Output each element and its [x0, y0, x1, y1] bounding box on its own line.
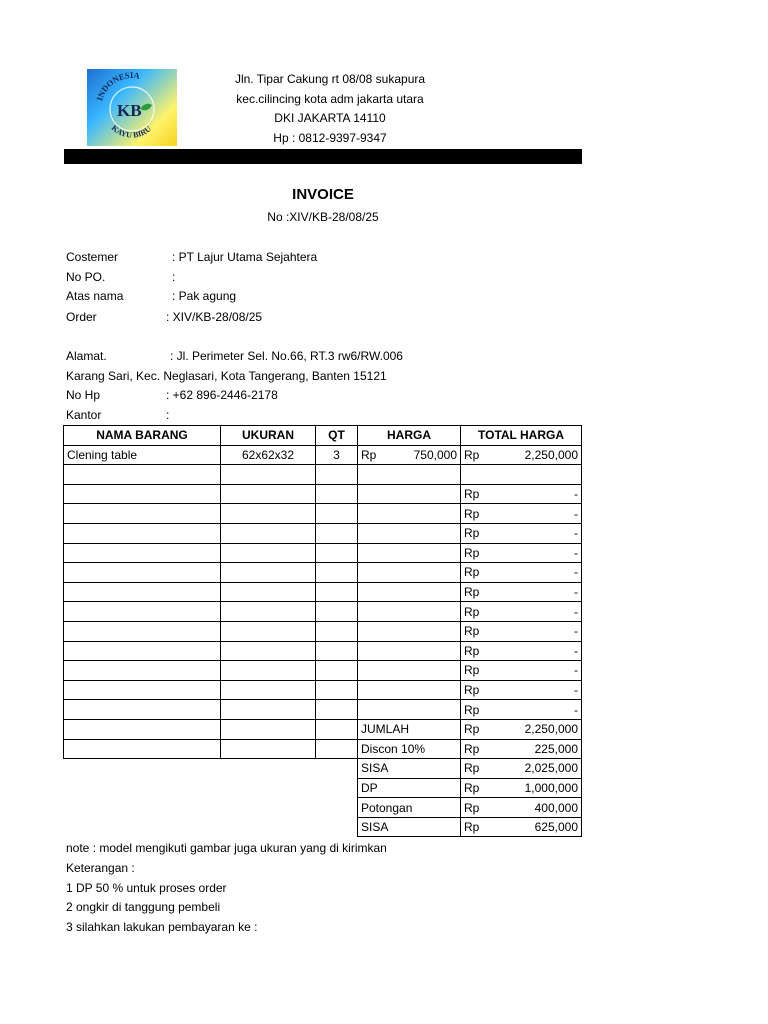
potongan-value: 400,000 — [534, 800, 578, 815]
empty-total: - — [574, 487, 578, 502]
table-row — [64, 621, 582, 641]
nopo-value: : — [172, 270, 176, 284]
keterangan-heading: Keterangan : — [66, 860, 135, 875]
alamat-label: Alamat. — [66, 349, 107, 363]
keterangan-item: 2 ongkir di tanggung pembeli — [66, 900, 221, 915]
empty-total: - — [574, 663, 578, 678]
empty-total-cell — [461, 621, 582, 641]
empty-total-cell — [461, 504, 582, 524]
discon-label: Discon 10% — [358, 739, 461, 759]
svg-text:INDONESIA — [94, 70, 141, 102]
item-ukuran: 62x62x32 — [221, 445, 316, 465]
nohp-label: No Hp — [66, 388, 101, 402]
item-total-cell — [461, 445, 582, 465]
summary-row-jumlah — [64, 719, 582, 739]
potongan-label: Potongan — [358, 798, 461, 818]
table-row — [64, 641, 582, 661]
empty-total-cell — [461, 563, 582, 583]
table-row — [64, 602, 582, 622]
address-phone: Hp : 0812-9397-9347 — [273, 130, 387, 145]
logo-monogram: KB — [117, 101, 142, 120]
empty-total: - — [574, 604, 578, 619]
currency-label: Rp — [464, 702, 480, 717]
company-logo — [87, 69, 177, 146]
currency-label: Rp — [464, 585, 480, 600]
kantor-value: : — [166, 408, 170, 422]
empty-total: - — [574, 545, 578, 560]
kantor-label: Kantor — [66, 408, 102, 422]
address-line-1: Jln. Tipar Cakung rt 08/08 sukapura — [234, 72, 426, 86]
currency-label: Rp — [464, 624, 480, 639]
currency-label: Rp — [464, 643, 480, 658]
discon-value: 225,000 — [534, 741, 578, 756]
dp-value: 1,000,000 — [524, 780, 578, 795]
invoice-title: INVOICE — [292, 186, 354, 203]
currency-label: Rp — [464, 506, 480, 521]
currency-label: Rp — [464, 545, 480, 560]
nopo-label: No PO. — [66, 270, 106, 284]
table-row — [64, 523, 582, 543]
dp-label: DP — [358, 778, 461, 798]
currency-label: Rp — [464, 683, 480, 698]
empty-total-cell — [461, 661, 582, 681]
table-row — [64, 582, 582, 602]
empty-total-cell — [461, 523, 582, 543]
empty-total: - — [574, 526, 578, 541]
sisa-final-label: SISA — [358, 817, 461, 837]
costemer-label: Costemer — [66, 250, 119, 264]
costemer-value: : PT Lajur Utama Sejahtera — [172, 250, 318, 264]
empty-total-cell — [461, 582, 582, 602]
summary-row-sisa — [64, 759, 582, 779]
summary-row-potongan — [64, 798, 582, 818]
currency-label: Rp — [464, 487, 480, 502]
header-qt: QT — [316, 426, 358, 446]
item-harga: 750,000 — [413, 447, 457, 462]
empty-total-cell — [461, 484, 582, 504]
sisa-value: 2,025,000 — [524, 761, 578, 776]
empty-total: - — [574, 643, 578, 658]
table-row — [64, 484, 582, 504]
empty-total-cell — [461, 680, 582, 700]
items-table — [63, 425, 582, 837]
currency-label: Rp — [464, 820, 480, 835]
alamat-line-2: Karang Sari, Kec. Neglasari, Kota Tangerang, Banten 15121 — [66, 369, 387, 383]
order-value: : XIV/KB-28/08/25 — [166, 310, 263, 324]
order-label: Order — [66, 310, 97, 324]
currency-label: Rp — [464, 565, 480, 580]
logo-emblem — [87, 69, 177, 146]
empty-total: - — [574, 506, 578, 521]
summary-row-discon — [64, 739, 582, 759]
empty-total: - — [574, 585, 578, 600]
summary-row-dp — [64, 778, 582, 798]
sisa-final-value: 625,000 — [534, 820, 578, 835]
note-line: note : model mengikuti gambar juga ukuran yang di kirimkan — [66, 841, 387, 855]
item-nama: Clening table — [64, 445, 221, 465]
sisa-final-cell — [461, 817, 582, 837]
header-nama-barang: NAMA BARANG — [64, 426, 221, 446]
currency-label: Rp — [464, 800, 480, 815]
logo-arc-bottom: KAYU BIRU — [109, 123, 153, 140]
currency-label: Rp — [464, 526, 480, 541]
currency-label: Rp — [464, 663, 480, 678]
empty-total-cell — [461, 700, 582, 720]
nohp-value: : +62 896-2446-2178 — [166, 388, 278, 402]
empty-total: - — [574, 702, 578, 717]
header-total-harga: TOTAL HARGA — [461, 426, 582, 446]
sisa-label: SISA — [358, 759, 461, 779]
header-divider — [64, 149, 582, 164]
jumlah-label: JUMLAH — [358, 719, 461, 739]
empty-total-cell — [461, 602, 582, 622]
table-row — [64, 504, 582, 524]
table-row — [64, 700, 582, 720]
notes-section — [66, 839, 387, 938]
address-line-3: DKI JAKARTA 14110 — [274, 111, 386, 125]
item-total: 2,250,000 — [524, 447, 578, 462]
keterangan-item: 3 silahkan lakukan pembayaran ke : — [66, 920, 258, 935]
sisa-cell — [461, 759, 582, 779]
empty-total-cell — [461, 543, 582, 563]
currency-label: Rp — [464, 741, 480, 756]
empty-total: - — [574, 683, 578, 698]
address-line-2: kec.cilincing kota adm jakarta utara — [236, 91, 424, 106]
atasnama-label: Atas nama — [66, 289, 124, 303]
table-row — [64, 445, 582, 465]
jumlah-value: 2,250,000 — [524, 722, 578, 737]
currency-label: Rp — [464, 761, 480, 776]
table-row — [64, 543, 582, 563]
company-address — [200, 70, 460, 148]
currency-label: Rp — [464, 780, 480, 795]
header-ukuran: UKURAN — [221, 426, 316, 446]
item-harga-cell — [358, 445, 461, 465]
svg-text:KAYU BIRU — [110, 123, 153, 139]
invoice-number: No :XIV/KB-28/08/25 — [267, 210, 379, 224]
currency-label: Rp — [464, 447, 480, 462]
potongan-cell — [461, 798, 582, 818]
alamat-value: : Jl. Perimeter Sel. No.66, RT.3 rw6/RW.006 — [170, 349, 403, 363]
summary-row-sisa-final — [64, 817, 582, 837]
empty-total: - — [574, 624, 578, 639]
item-qt: 3 — [316, 445, 358, 465]
table-row — [64, 465, 582, 485]
table-row — [64, 563, 582, 583]
table-header-row — [64, 426, 582, 446]
currency-label: Rp — [361, 447, 377, 462]
jumlah-cell — [461, 719, 582, 739]
leaf-icon — [140, 104, 152, 111]
keterangan-item: 1 DP 50 % untuk proses order — [66, 880, 227, 895]
empty-total-cell — [461, 641, 582, 661]
table-row — [64, 680, 582, 700]
currency-label: Rp — [464, 604, 480, 619]
dp-cell — [461, 778, 582, 798]
currency-label: Rp — [464, 722, 480, 737]
empty-total: - — [574, 565, 578, 580]
table-row — [64, 661, 582, 681]
atasnama-value: : Pak agung — [172, 289, 237, 303]
header-harga: HARGA — [358, 426, 461, 446]
logo-arc-top: INDONESIA — [94, 69, 141, 102]
discon-cell — [461, 739, 582, 759]
